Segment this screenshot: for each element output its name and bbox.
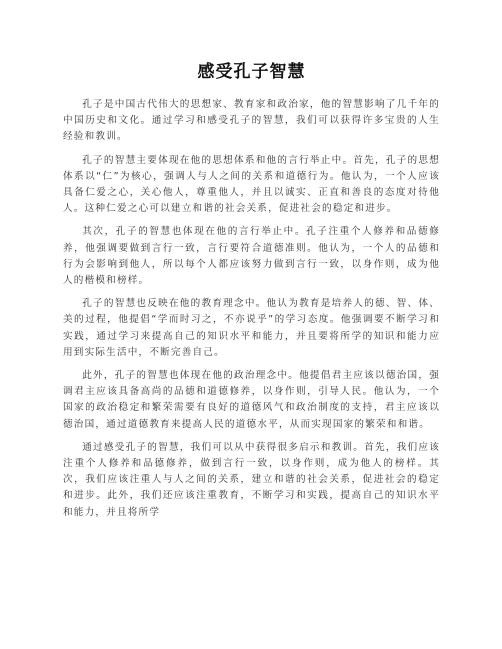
paragraph-5: 此外，孔子的智慧也体现在他的政治理念中。他提倡君主应该以德治国，强调君主应该具备高尚的品德和道德修养，以身作则，引导人民。他认为，一个国家的政治稳定和繁荣需要有良好的道德风气和政治制度的支持，君主应该以德治国，通过道德教育来提高人民的道德水平，从而实现国家的繁荣和和谐。 (63, 370, 440, 430)
document-title: 感受孔子智慧 (197, 62, 306, 82)
paragraph-2: 孔子的智慧主要体现在他的思想体系和他的言行举止中。首先，孔子的思想体系以“仁”为核心，强调人与人之间的关系和道德行为。他认为，一个人应该具备仁爱之心，关心他人，尊重他人，并且以诚实、正直和善良的态度对待他人。这种仁爱之心可以建立和谐的社会关系，促进社会的稳定和进步。 (63, 154, 440, 215)
paragraph-3: 其次，孔子的智慧也体现在他的言行举止中。孔子注重个人修养和品德修养，他强调要做到言行一致，言行要符合道德准则。他认为，一个人的品德和行为会影响到他人，所以每个人都应该努力做到言行一致，以身作则，成为他人的楷模和榜样。 (63, 226, 440, 287)
paragraph-6: 通过感受孔子的智慧，我们可以从中获得很多启示和教训。首先，我们应该注重个人修养和品德修养，做到言行一致，以身作则，成为他人的榜样。其次，我们应该注重人与人之间的关系，建立和谐的社会关系，促进社会的稳定和进步。此外，我们还应该注重教育，不断学习和实践，提高自己的知识水平和能力，并且将所学 (63, 441, 440, 518)
paragraph-4: 孔子的智慧也反映在他的教育理念中。他认为教育是培养人的德、智、体、美的过程，他提倡“学而时习之，不亦说乎”的学习态度。他强调要不断学习和实践，通过学习来提高自己的知识水平和能力，并且要将所学的知识和能力应用到实际生活中，不断完善自己。 (63, 298, 440, 358)
paragraph-1: 孔子是中国古代伟大的思想家、教育家和政治家，他的智慧影响了几千年的中国历史和文化。通过学习和感受孔子的智慧，我们可以获得许多宝贵的人生经验和教训。 (63, 99, 440, 143)
document-body (63, 97, 440, 521)
